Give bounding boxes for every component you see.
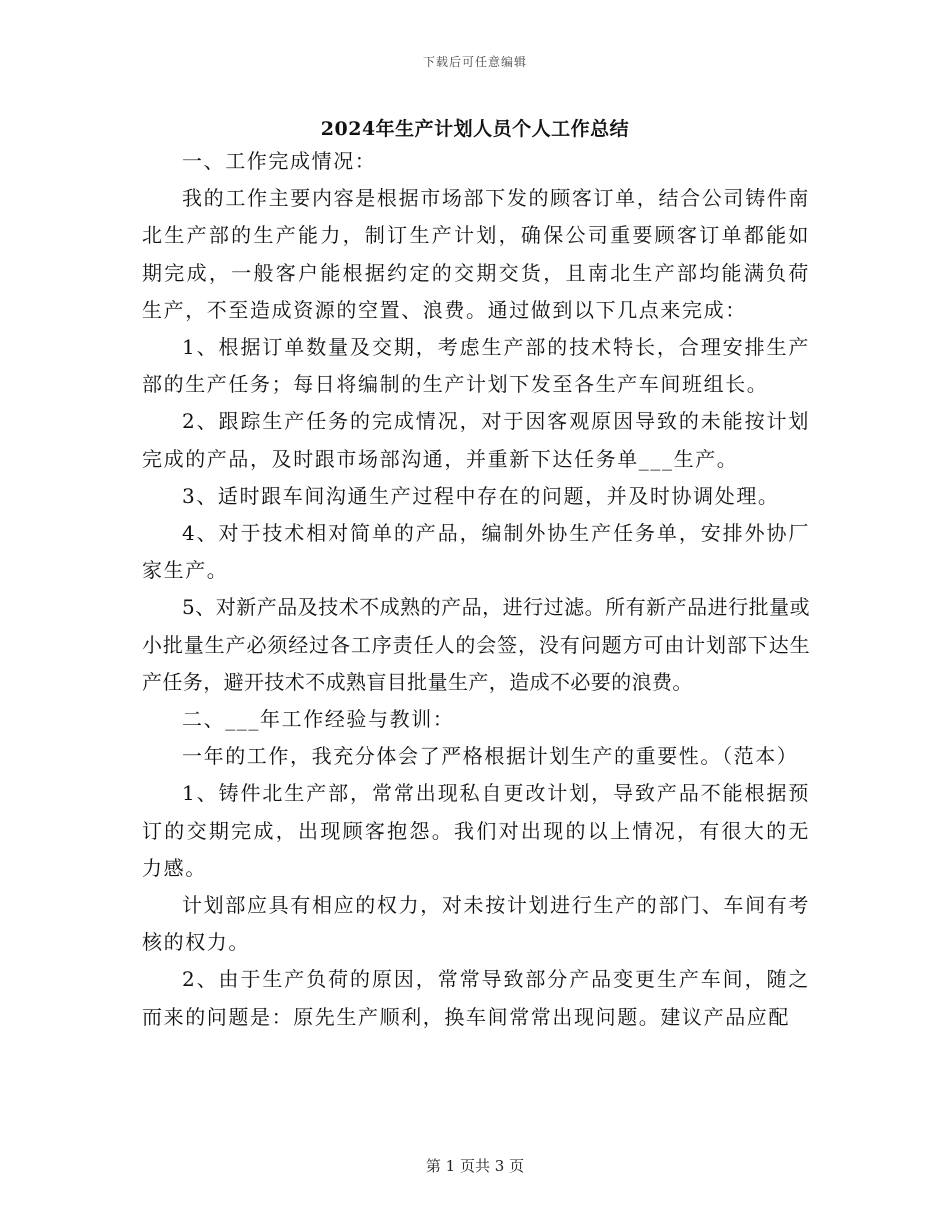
paragraph-planning-authority: 计划部应具有相应的权力，对未按计划进行生产的部门、车间有考核的权力。 — [142, 893, 810, 955]
section-heading-lessons: 二、___年工作经验与教训： — [182, 707, 455, 732]
section-heading-work-completion: 一、工作完成情况： — [182, 149, 377, 173]
document-body — [142, 143, 810, 1036]
paragraph-lesson-1: 1、铸件北生产部，常常出现私自更改计划，导致产品不能根据预订的交期完成，出现顾客抱怨。我们对出现的以上情况，有很大的无力感。 — [142, 781, 810, 880]
paragraph-year-summary: 一年的工作，我充分体会了严格根据计划生产的重要性。（范本） — [182, 744, 799, 769]
paragraph-item-3: 3、适时跟车间沟通生产过程中存在的问题，并及时协调处理。 — [182, 483, 780, 508]
page-number: 第 1 页共 3 页 — [425, 1157, 525, 1175]
paragraph-item-1: 1、根据订单数量及交期，考虑生产部的技术特长，合理安排生产部的生产任务；每日将编制的生产计划下发至各生产车间班组长。 — [142, 335, 810, 397]
document-title: 2024年生产计划人员个人工作总结 — [320, 118, 630, 140]
header-note: 下载后可任意编辑 — [422, 55, 527, 69]
paragraph-work-content: 我的工作主要内容是根据市场部下发的顾客订单，结合公司铸件南北生产部的生产能力，制订生产计划，确保公司重要顾客订单都能如期完成，一般客户能根据约定的交期交货，且南北生产部均能满负荷生产，不至造成资源的空置、浪费。通过做到以下几点来完成： — [142, 186, 810, 322]
paragraph-item-4: 4、对于技术相对简单的产品，编制外协生产任务单，安排外协厂家生产。 — [142, 521, 810, 583]
paragraph-item-5: 5、对新产品及技术不成熟的产品，进行过滤。所有新产品进行批量或小批量生产必须经过各工序责任人的会签，没有问题方可由计划部下达生产任务，避开技术不成熟盲目批量生产，造成不必要的浪费。 — [142, 595, 810, 694]
paragraph-lesson-2: 2、由于生产负荷的原因，常常导致部分产品变更生产车间，随之而来的问题是：原先生产顺利，换车间常常出现问题。建议产品应配 — [142, 967, 810, 1029]
paragraph-item-2: 2、跟踪生产任务的完成情况，对于因客观原因导致的未能按计划完成的产品，及时跟市场部沟通，并重新下达任务单___生产。 — [142, 409, 810, 471]
